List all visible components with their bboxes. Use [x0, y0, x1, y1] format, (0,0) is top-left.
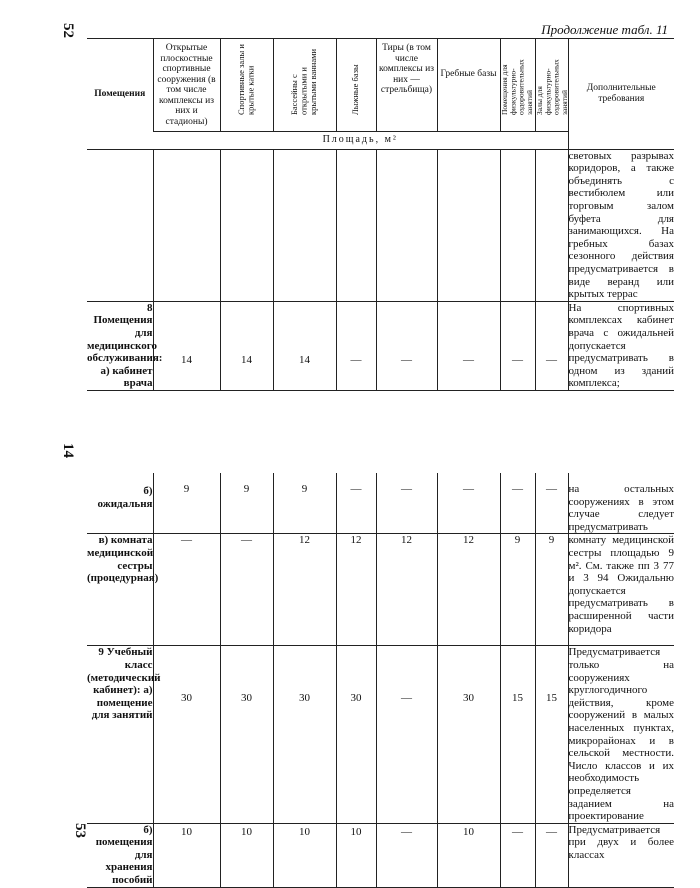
area-value-cell: —	[376, 646, 437, 823]
area-value-cell: —	[535, 301, 568, 390]
area-value-cell: —	[500, 301, 535, 390]
requirements-cell: Предусматривается при двух и более классах	[568, 823, 674, 887]
area-value-cell: 9	[220, 473, 273, 534]
area-value-cell: —	[437, 473, 500, 534]
page-number-top: 52	[60, 23, 76, 38]
area-value-cell: —	[500, 473, 535, 534]
header-col-4: Лыжные базы	[336, 39, 376, 132]
requirements-cell: На спортивных комплексах кабинет врача с ожидальней допускается предусматривать в одном из зданий комплекса;	[568, 301, 674, 390]
area-value-cell: 14	[220, 301, 273, 390]
requirements-cell: комнату медицинской сестры площадью 9 м². См. также пп 3 77 и 3 94 Ожидальню допускается предусматривать в расширенной части коридора	[568, 534, 674, 646]
header-col-2: Спортивные залы и крытые катки	[220, 39, 273, 132]
table-row	[87, 473, 674, 534]
area-value-cell	[437, 149, 500, 301]
header-col-8: Залы для физкультурно-оздоровительных занятий	[535, 39, 568, 132]
area-value-cell: 14	[153, 301, 220, 390]
header-col-7: Помещения для физкультурно-оздоровительных занятий	[500, 39, 535, 132]
area-value-cell: —	[336, 301, 376, 390]
page-number-middle: 14	[60, 443, 76, 458]
area-value-cell: —	[376, 823, 437, 887]
area-value-cell	[535, 149, 568, 301]
area-value-cell: 10	[220, 823, 273, 887]
table-top	[87, 38, 674, 391]
area-value-cell: 10	[273, 823, 336, 887]
room-cell: б) ожидальня	[97, 485, 153, 510]
area-value-cell: 15	[535, 646, 568, 823]
unit-label: Площадь, м²	[322, 134, 398, 145]
area-value-cell	[273, 149, 336, 301]
area-value-cell: 12	[273, 534, 336, 646]
area-value-cell: —	[535, 473, 568, 534]
area-value-cell: —	[220, 534, 273, 646]
area-value-cell: 9	[500, 534, 535, 646]
requirements-cell: Предусматривается только на сооружениях круглогодичного действия, кроме сооружений в малых населенных пунктах, микрорайонах и в сельской местности. Число классов и их необходимость определяется заданием на проектирование	[568, 646, 674, 823]
table-row	[87, 534, 674, 646]
area-value-cell: 12	[437, 534, 500, 646]
page-number-bottom: 53	[72, 823, 88, 838]
requirements-cell: на остальных сооружениях в этом случае следует предусматривать	[568, 473, 674, 534]
area-value-cell: 9	[273, 473, 336, 534]
area-value-cell	[376, 149, 437, 301]
table-bottom	[87, 473, 674, 888]
table-row	[87, 646, 674, 823]
area-value-cell: —	[376, 301, 437, 390]
room-cell	[87, 149, 153, 301]
area-value-cell: 10	[336, 823, 376, 887]
area-value-cell: 30	[437, 646, 500, 823]
room-cell: б) помещения для хранения пособий	[87, 823, 153, 887]
area-value-cell	[500, 149, 535, 301]
area-value-cell: 12	[336, 534, 376, 646]
req-text: световых разрывах коридоров, а также объединять с вестибюлем или торговым залом буфета для занимающихся. На гребных базах сезонного действия предусматривается в виде веранд или крытых террас	[568, 149, 674, 301]
area-value-cell	[220, 149, 273, 301]
area-value-cell: —	[535, 823, 568, 887]
area-value-cell: —	[153, 534, 220, 646]
header-col-1: Открытые плоскостные спортивные сооружения (в том числе комплексы из них и стадионы)	[153, 39, 220, 132]
table-row	[87, 149, 674, 301]
room-cell: в) комната медицинской сестры (процедурная)	[87, 534, 153, 646]
area-value-cell: —	[376, 473, 437, 534]
area-value-cell: 9	[535, 534, 568, 646]
area-value-cell: 10	[437, 823, 500, 887]
header-rooms: Помещения	[94, 88, 146, 99]
header-col-5: Тиры (в том числе комплексы из них — стрельбища)	[376, 39, 437, 132]
header-col-6: Гребные базы	[437, 39, 500, 132]
area-value-cell: 9	[153, 473, 220, 534]
header-extra: Дополнительные требования	[568, 39, 674, 150]
area-value-cell: 12	[376, 534, 437, 646]
area-value-cell: 30	[273, 646, 336, 823]
area-value-cell: 30	[153, 646, 220, 823]
area-value-cell: 15	[500, 646, 535, 823]
room-cell: 9 Учебный класс (методический кабинет): а) помещение для занятий	[87, 646, 153, 823]
area-value-cell: 30	[336, 646, 376, 823]
area-value-cell	[153, 149, 220, 301]
table-row	[87, 823, 674, 887]
area-value-cell: —	[500, 823, 535, 887]
area-value-cell: —	[336, 473, 376, 534]
area-value-cell: 30	[220, 646, 273, 823]
table-row	[87, 301, 674, 390]
continuation-title: Продолжение табл. 11	[541, 22, 668, 37]
area-value-cell: 14	[273, 301, 336, 390]
area-value-cell	[336, 149, 376, 301]
room-cell: 8 Помещения для медицинского обслуживания: а) кабинет врача	[87, 301, 163, 390]
header-col-3: Бассейны с открытыми и крытыми ваннами	[273, 39, 336, 132]
area-value-cell: 10	[153, 823, 220, 887]
area-value-cell: —	[437, 301, 500, 390]
